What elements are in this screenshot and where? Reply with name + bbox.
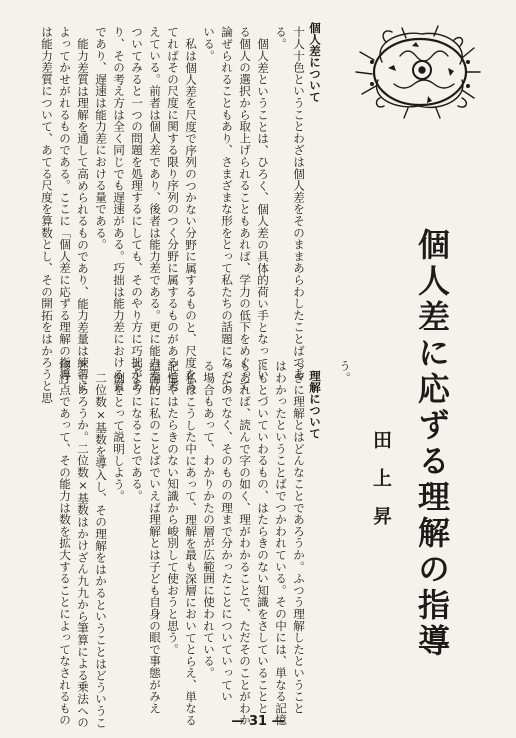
article-author: 田 上 昇: [370, 430, 392, 525]
text-line: り、その考え方は全く同じでも遅速がある。巧拙は能力差における質: [112, 26, 126, 392]
text-line: 結論的に私のことばでいえば理解とは子ども自身の眼で事態がみえ: [148, 360, 162, 714]
text-line: てればその尺度に関する限り序列のつく分野に属するものがあると考: [166, 26, 180, 392]
text-line: いる。: [202, 26, 216, 62]
text-line: 私は個人差を尺度で序列のつかない分野に属するものと、尺度をあ: [184, 38, 198, 392]
text-line: う。: [338, 360, 352, 384]
page-number: — 31 —: [231, 714, 285, 729]
text-line: であり、遅速は能力差における量である。: [94, 26, 108, 251]
text-line: にもとづいていわるもの、はたらきのない知識をさしていることと: [256, 360, 270, 714]
article-title: 個人差に応ずる理解の指導: [413, 228, 451, 660]
text-line: 二位数×基数を導入し、その理解をはかるということはどういうこ: [94, 372, 108, 729]
text-line: えている。前者は個人差であり、後者は能力差である。更に能力差に: [148, 26, 162, 392]
text-line: ったのでなく、そのものの理まで分かったことについていってい: [220, 360, 234, 703]
section-heading-understanding: 理解について: [308, 370, 322, 439]
text-line: る個人の選択から取上げられることもあれば、学力の低下をめぐって: [238, 26, 252, 392]
section-heading-individual-differences: 個人差について: [308, 22, 322, 103]
text-line: 例をとって説明しよう。: [112, 372, 126, 502]
decorative-illustration: [342, 12, 492, 132]
text-line: よってかせがれるものである。ここに「個人差に応ずる理解の指導」: [58, 26, 72, 392]
text-line: もあれば、読んで字の如く、理がわかることで、ただそのことがわか: [238, 360, 252, 726]
text-line: る場合もあって、わかりかたの層が広範囲に使われている。: [202, 360, 216, 679]
text-line: 個人差ということは、ひろく、個人差の具体的荷い手となってい: [256, 38, 270, 381]
text-line: とであろうか。二位数×基数はかけざん九九から筆算による乗法への: [76, 360, 90, 729]
text-line: 論ぜられることもあり、さまざまな形をとって私たちの話題になって: [220, 26, 234, 392]
text-line: ついてみると一つの問題を処理するにしても、そのやり方に巧拙があ: [130, 26, 144, 392]
text-line: る。: [274, 26, 288, 50]
text-line: はわかったということばでつかわれている。その中には、単なる記憶: [274, 360, 288, 726]
text-line: るようになることである。: [130, 360, 144, 502]
text-line: 能力差質は理解を通して高められるものであり、能力差量は練習に: [76, 38, 90, 392]
text-line: 十人十色ということわざは個人差をそのままあらわしたことばであ: [292, 26, 306, 380]
text-line: 記憶やはたらきのない知識から峻別して使おうと思う。: [166, 360, 180, 655]
text-line: 私はこうした中にあって、理解を最も深層においてとらえ、単なる: [184, 372, 198, 726]
text-line: は能力差質について、あてる尺度を算数とし、その開拓をはかろうと思: [40, 26, 54, 404]
text-line: 移行点であって、その能力は数を拡大することによってなされるもの: [58, 360, 72, 726]
text-line: つぎに理解とはどんなことであろうか。ふつう理解したということ: [292, 360, 306, 714]
